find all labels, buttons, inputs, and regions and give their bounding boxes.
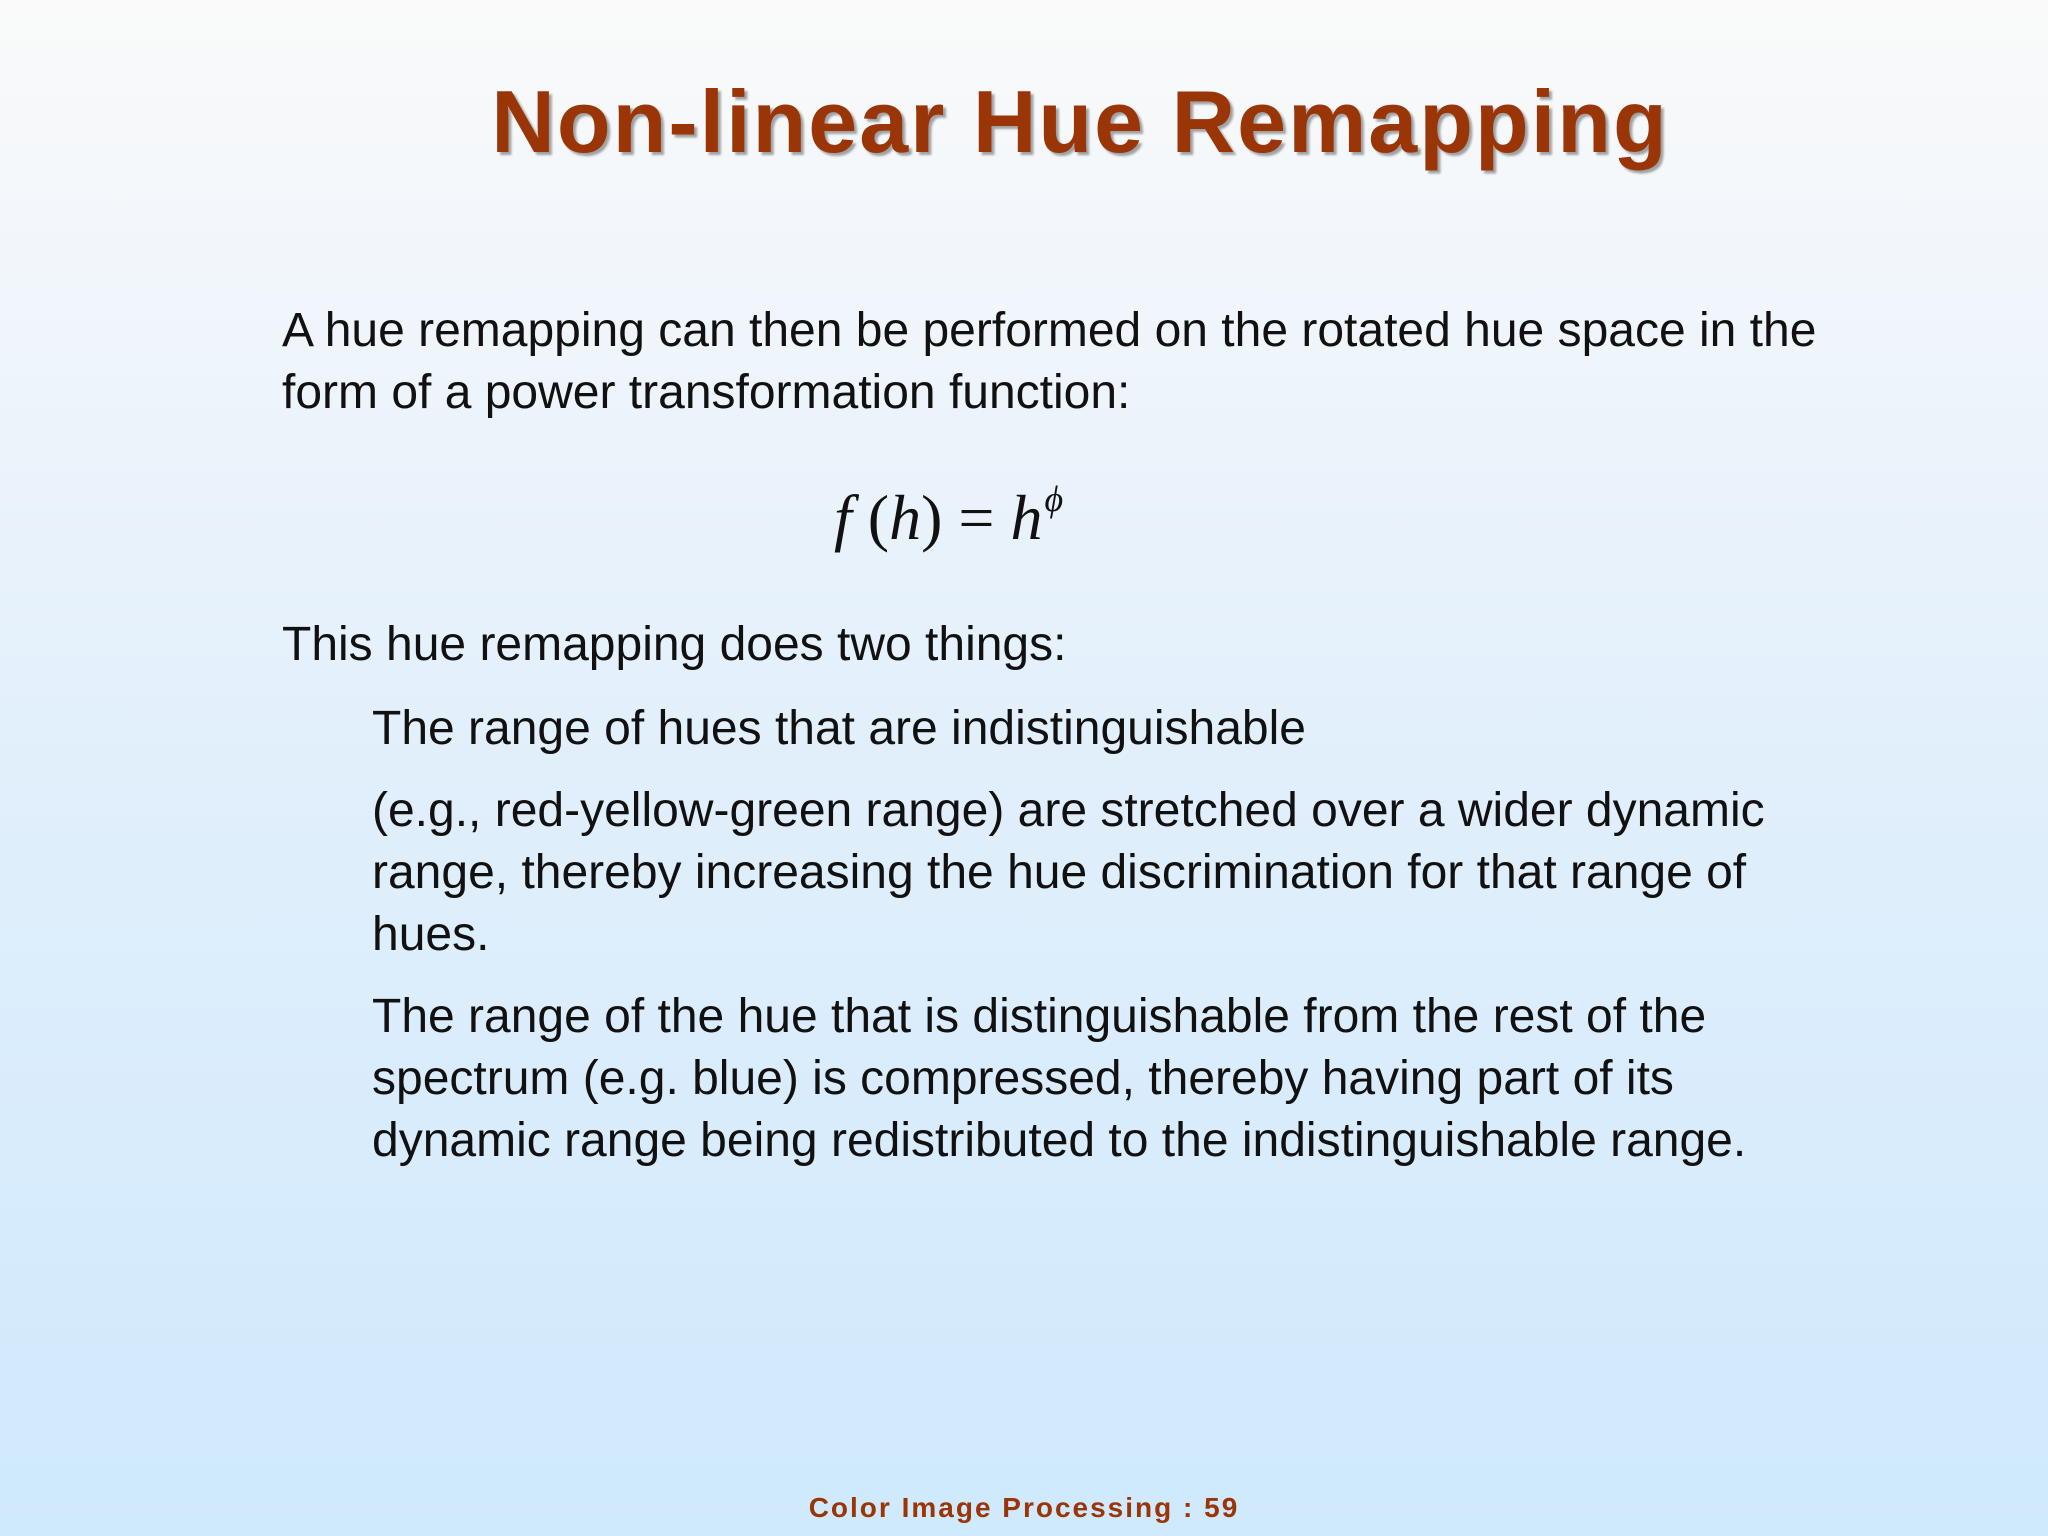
power-function-formula [834,479,1064,553]
point-compressed: The range of the hue that is distinguishable from the rest of the spectrum (e.g. blue) is compressed, thereby having part of its dynamic range being redistributed to the indistinguishable range. [372,990,1747,1167]
lead-paragraph: This hue remapping does two things: [282,618,1067,671]
formula-h-base: h [1010,482,1043,553]
formula-open-paren: ( [851,482,890,553]
intro-paragraph: A hue remapping can then be performed on the rotated hue space in the form of a power transformation function: [282,304,1817,419]
formula-f: f [834,482,852,553]
slide-footer: Color Image Processing : 59 [808,1492,1240,1523]
point-stretched: (e.g., red-yellow-green range) are stretched over a wider dynamic range, thereby increasing the hue discrimination for that range of hues. [372,784,1765,961]
formula-h-arg: h [889,482,922,553]
formula-close-paren: ) [921,482,943,553]
point-indistinguishable: The range of hues that are indistinguishable [372,702,1306,755]
formula-equals: = [942,482,1011,553]
formula-exponent-phi: ϕ [1044,479,1064,519]
slide-title: Non-linear Hue Remapping [491,72,1669,171]
